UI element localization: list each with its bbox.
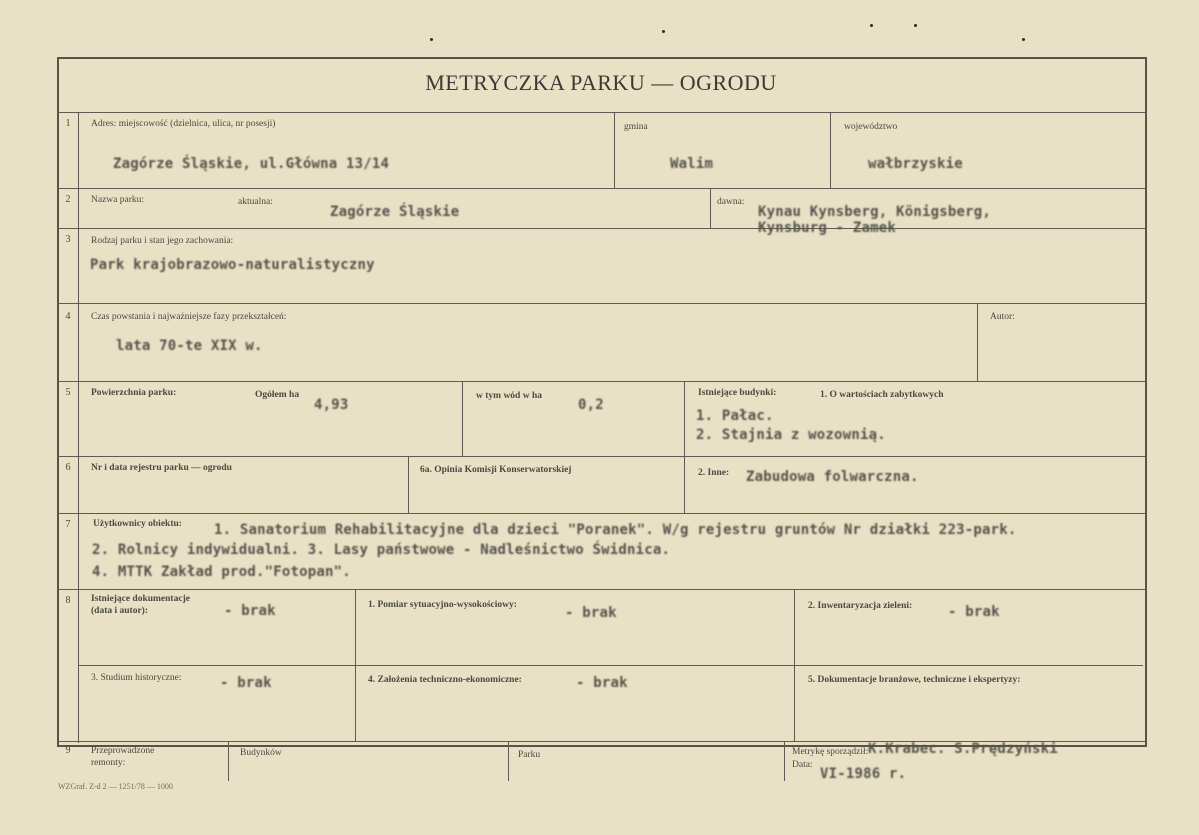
- park-area-label: Powierzchnia parku:: [91, 388, 177, 398]
- gmina-value: Walim: [670, 156, 714, 172]
- col-divider: [830, 112, 831, 188]
- address-label: Adres: miejscowość (dzielnica, ulica, nr posesji): [91, 119, 276, 129]
- former-name-value-1: Kynau Kynsberg, Königsberg,: [758, 204, 991, 220]
- prepared-by-label: Metrykę sporządził:: [792, 747, 869, 757]
- col-divider: [462, 381, 463, 456]
- print-footer: WZGraf. Z-d 2 — 1251/78 — 1000: [58, 782, 173, 791]
- wojewodztwo-label: województwo: [844, 122, 898, 132]
- survey-label: 1. Pomiar sytuacyjno-wysokościowy:: [368, 600, 517, 610]
- row-number: 4: [65, 311, 71, 322]
- repairs-label-2: remonty:: [91, 758, 126, 768]
- col-divider: [794, 589, 795, 741]
- repairs-label-1: Przeprowadzone: [91, 746, 155, 756]
- technical-economic-label: 4. Założenia techniczno-ekonomiczne:: [368, 675, 522, 685]
- row-number: 8: [65, 595, 71, 606]
- water-area-value: 0,2: [578, 397, 604, 413]
- park-repairs-label: Parku: [518, 750, 541, 760]
- documentation-value: - brak: [224, 603, 276, 619]
- col-divider: [710, 188, 711, 228]
- col-divider: [508, 741, 509, 781]
- buildings-label: Istniejące budynki:: [698, 388, 777, 398]
- total-area-value: 4,93: [314, 397, 349, 413]
- other-buildings-label: 2. Inne:: [698, 468, 730, 478]
- date-value: VI-1986 r.: [820, 766, 907, 782]
- row-divider: [57, 112, 1145, 113]
- author-label: Autor:: [990, 312, 1015, 322]
- row-number: 7: [65, 519, 71, 530]
- greenery-inventory-label: 2. Inwentaryzacja zieleni:: [808, 601, 913, 611]
- col-divider: [684, 381, 685, 513]
- park-name-label: Nazwa parku:: [91, 195, 145, 205]
- industry-documentation-label: 5. Dokumentacje branżowe, techniczne i ekspertyzy:: [808, 675, 1021, 685]
- col-divider: [614, 112, 615, 188]
- historical-study-label: 3. Studium historyczne:: [91, 673, 182, 683]
- total-area-label: Ogółem ha: [255, 390, 300, 400]
- historic-buildings-label: 1. O wartościach zabytkowych: [820, 390, 944, 400]
- other-buildings-value: Zabudowa folwarczna.: [746, 469, 919, 485]
- historical-study-value: - brak: [220, 675, 272, 691]
- users-line-1: 1. Sanatorium Rehabilitacyjne dla dzieci "Poranek". W/g rejestru gruntów Nr działki 223-park.: [214, 522, 1017, 538]
- speck: [914, 24, 917, 27]
- row-divider: [57, 381, 1145, 382]
- page-title: METRYCZKA PARKU — OGRODU: [425, 70, 777, 95]
- water-area-label: w tym wód w ha: [476, 391, 542, 401]
- row-divider: [57, 188, 1145, 189]
- col-divider: [228, 741, 229, 781]
- prepared-by-value: K.Krabec. S.Prędzyński: [868, 741, 1058, 757]
- number-column-divider: [78, 112, 79, 743]
- col-divider: [355, 589, 356, 741]
- gmina-label: gmina: [624, 122, 648, 132]
- creation-time-value: lata 70-te XIX w.: [116, 338, 263, 354]
- users-line-3: 4. MTTK Zakład prod."Fotopan".: [92, 564, 351, 580]
- users-label: Użytkownicy obiektu:: [93, 519, 182, 529]
- row-number: 6: [65, 462, 71, 473]
- building-1: 1. Pałac.: [696, 408, 774, 424]
- greenery-inventory-value: - brak: [948, 604, 1000, 620]
- register-label: Nr i data rejestru parku — ogrodu: [91, 463, 232, 473]
- speck: [662, 30, 665, 33]
- row-number: 1: [65, 118, 71, 129]
- address-value: Zagórze Śląskie, ul.Główna 13/14: [113, 156, 390, 172]
- row-divider: [57, 228, 1145, 229]
- current-name-value: Zagórze Śląskie: [330, 204, 460, 220]
- row-number: 3: [65, 234, 71, 245]
- documentation-label-2: (data i autor):: [91, 606, 148, 616]
- row-divider: [57, 456, 1145, 457]
- row-divider: [57, 513, 1145, 514]
- speck: [870, 24, 873, 27]
- building-2: 2. Stajnia z wozownią.: [696, 427, 886, 443]
- row-number: 9: [65, 745, 71, 756]
- row-divider: [57, 303, 1145, 304]
- former-name-label: dawna:: [717, 197, 745, 207]
- col-divider: [977, 303, 978, 381]
- buildings-repairs-label: Budynków: [240, 748, 282, 758]
- former-name-value-2: Kynsburg - Zamek: [758, 220, 897, 236]
- row-number: 2: [65, 194, 71, 205]
- col-divider: [784, 741, 785, 781]
- park-type-label: Rodzaj parku i stan jego zachowania:: [91, 236, 234, 246]
- survey-value: - brak: [565, 605, 617, 621]
- row-divider: [57, 589, 1145, 590]
- date-label: Data:: [792, 760, 813, 770]
- row-number: 5: [65, 387, 71, 398]
- wojewodztwo-value: wałbrzyskie: [868, 156, 963, 172]
- current-name-label: aktualna:: [238, 197, 273, 207]
- creation-time-label: Czas powstania i najważniejsze fazy przekształceń:: [91, 312, 287, 322]
- speck: [1022, 38, 1025, 41]
- speck: [430, 38, 433, 41]
- documentation-label-1: Istniejące dokumentacje: [91, 594, 190, 604]
- commission-opinion-label: 6a. Opinia Komisji Konserwatorskiej: [420, 465, 572, 475]
- col-divider: [408, 456, 409, 513]
- park-type-value: Park krajobrazowo-naturalistyczny: [90, 257, 375, 273]
- technical-economic-value: - brak: [576, 675, 628, 691]
- users-line-2: 2. Rolnicy indywidualni. 3. Lasy państwowe - Nadleśnictwo Świdnica.: [92, 542, 671, 558]
- row-divider: [78, 665, 1143, 666]
